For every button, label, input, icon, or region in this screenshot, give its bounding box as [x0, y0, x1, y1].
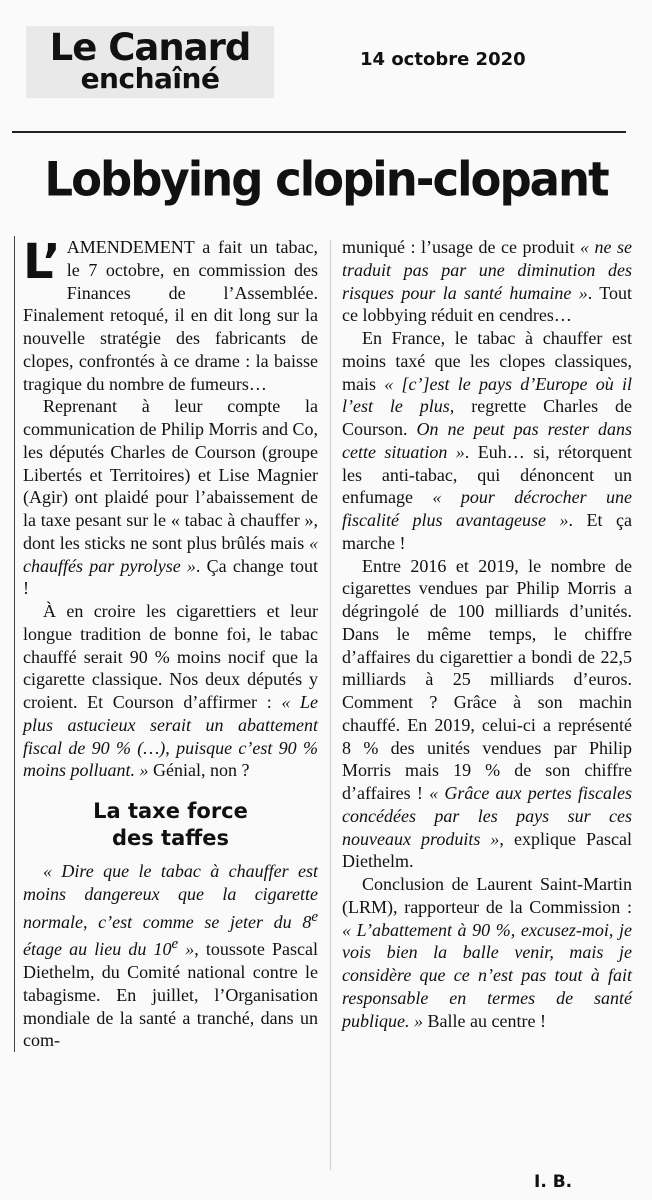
drop-cap: L’ — [23, 234, 61, 290]
text-run: En France, le tabac à chauffer est moins taxé que les clopes classiques, mais — [342, 328, 632, 394]
text-run: muniqué : l’usage de ce produit — [342, 237, 580, 257]
subhead-line-2: des taffes — [111, 826, 230, 850]
quote: « Grâce aux pertes fiscales concédées par les pays sur ces nouveaux produits » — [342, 783, 632, 849]
section-subhead — [23, 798, 318, 852]
text-run: Conclusion de Laurent Saint-Martin (LRM), rapporteur de la Commission : — [342, 874, 632, 917]
right-column — [342, 236, 632, 1032]
quote: « L’abattement à 90 %, excusez-moi, je vois bien la balle venir, mais je considère que ce n’est pas tout à fait responsable en termes de santé publique. » — [342, 919, 632, 1031]
text-run: regrette Charles de Courson. — [342, 396, 632, 439]
column-divider — [330, 240, 331, 1170]
quote: « Dire que le tabac à chauffer est moins dangereux que la cigarette normale, c’est comme se jeter du 8 — [23, 861, 318, 932]
text-run: À en croire les cigarettiers et leur longue tradition de bonne foi, le tabac chauffé serait 90 % moins nocif que la cigarette classique. Nos deux députés y croient. Et Courson d’affirmer : — [23, 601, 318, 712]
quote: « chauffés par pyrolyse » — [23, 532, 318, 576]
superscript: e — [311, 908, 318, 925]
text-run: . Tout ce lobbying réduit en cendres… — [342, 282, 632, 326]
text-run: Génial, non ? — [148, 760, 250, 781]
text-run: Reprenant à leur compte la communication de Philip Morris and Co, les députés Charles de Courson (groupe Libertés et Territoires) et Lise Magnier (Agir) ont plaidé pour l’abaissement de la taxe pesant sur le « tabac à chauffer », dont les sticks ne sont plus brûlés mais — [23, 396, 318, 553]
quote: On ne peut pas rester dans cette situation » — [342, 419, 632, 462]
masthead-subtitle: enchaîné — [80, 62, 220, 95]
quote: « [c’]est le pays d’Europe où il l’est le plus, — [342, 373, 632, 417]
author-signature: I. B. — [534, 1172, 573, 1192]
paragraph-6 — [342, 327, 632, 555]
paragraph-5 — [342, 236, 632, 327]
subhead-line-1: La taxe force — [93, 799, 248, 823]
paragraph-7 — [342, 555, 632, 874]
masthead-title: Le Canard — [49, 26, 251, 69]
paragraph-2 — [23, 395, 318, 600]
paragraph-3 — [23, 600, 318, 782]
text-run: . Ça change tout ! — [23, 555, 318, 599]
header-divider — [12, 131, 626, 133]
text-run: , explique Pascal Diethelm. — [342, 828, 632, 872]
text-run: Entre 2016 et 2019, le nombre de cigarettes vendues par Philip Morris a dégringolé de 100 milliards d’unités. Dans le même temps, le chiffre d’affaires du cigarettier a bondi de 22,5 milliards à 25 milliards d’euros. Comment ? Grâce à son machin chauffé. En 2019, celui-ci a représenté 8 % des unités vendues par Philip Morris mais 19 % de son chiffre d’affaires ! — [342, 555, 632, 803]
paragraph-4 — [23, 860, 318, 1052]
text-run: Balle au centre ! — [423, 1010, 546, 1031]
quote: « ne se traduit pas par une diminution des risques pour la santé humaine » — [342, 237, 633, 303]
paragraph-1 — [23, 236, 318, 395]
superscript: e — [171, 936, 179, 953]
text-run: AMENDEMENT a fait un tabac, le 7 octobre, en commission des Finances de l’Assemblée. Finalement retoqué, il en dit long sur la nouvelle stratégie des fabricants de clopes, confrontés à ce drame : la baisse tragique du nombre de fumeurs… — [23, 237, 318, 394]
left-column — [14, 236, 318, 1052]
article-headline: Lobbying clopin-clopant — [44, 151, 608, 208]
quote: étage au lieu du 10 — [23, 939, 172, 960]
text-run: , toussote Pascal Diethelm, du Comité national contre le tabagisme. En juillet, l’Organisation mondiale de la santé a tranché, dans un com- — [23, 939, 318, 1051]
quote: » — [178, 939, 195, 960]
quote: « pour décrocher une fiscalité plus avantageuse » — [342, 487, 632, 530]
publication-date: 14 octobre 2020 — [360, 49, 526, 70]
paragraph-8 — [342, 873, 632, 1032]
text-run: . Euh… si, rétorquent les anti-tabac, qui dénoncent un enfumage — [342, 441, 632, 508]
masthead-logo — [26, 26, 274, 98]
quote: « Le plus astucieux serait un abattement fiscal de 90 % (…), puisque c’est 90 % moins polluant. » — [23, 692, 319, 781]
text-run: . Et ça marche ! — [342, 510, 632, 553]
